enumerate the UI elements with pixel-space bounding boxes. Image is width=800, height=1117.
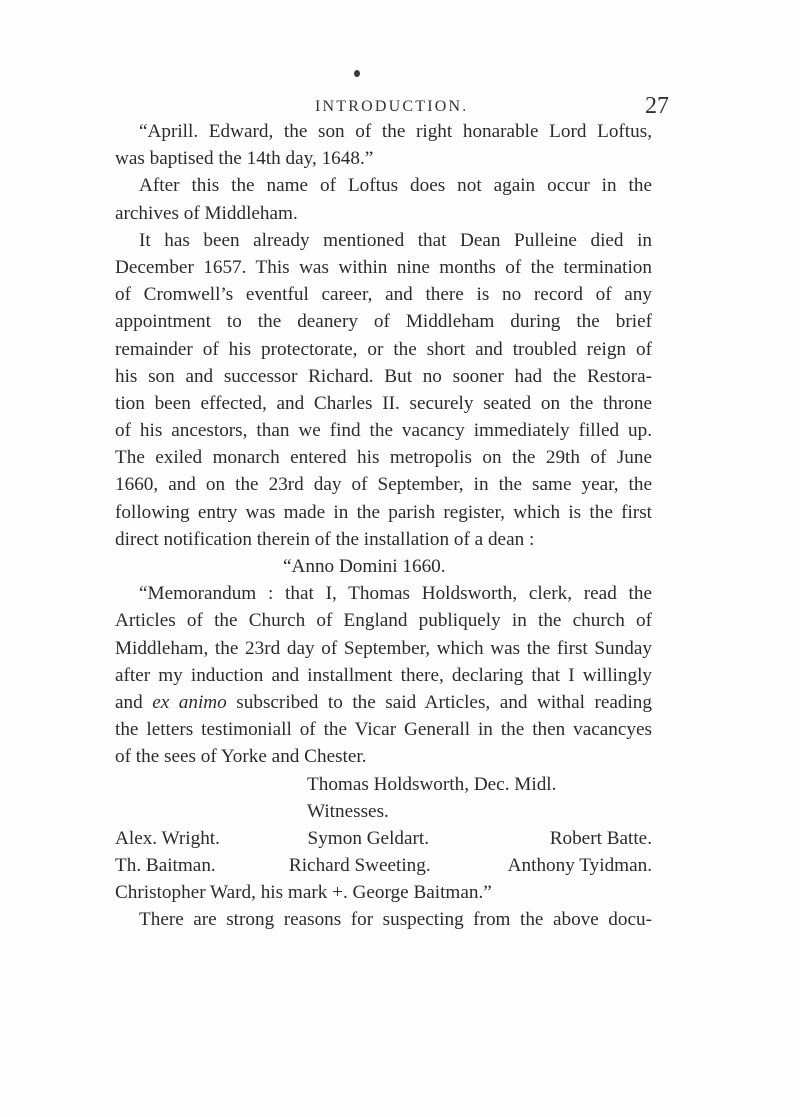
page-number: 27 <box>645 93 669 119</box>
text-line: 1660, and on the 23rd day of September, in the same year, the <box>115 474 652 496</box>
text-line: There are strong reasons for suspecting from the above docu- <box>139 909 652 931</box>
witnesses-label: Witnesses. <box>307 800 389 822</box>
witness-name: Anthony Tyidman. <box>507 855 652 877</box>
text-line: of his ancestors, than we find the vacancy immediately filled up. <box>115 420 652 442</box>
text-line: was baptised the 14th day, 1648.” <box>115 148 374 170</box>
running-title: INTRODUCTION. <box>315 98 469 115</box>
signature: Thomas Holdsworth, Dec. Midl. <box>307 773 557 795</box>
text-line: remainder of his protectorate, or the short and troubled reign of <box>115 338 652 360</box>
text-line: The exiled monarch entered his metropolis on the 29th of June <box>115 447 652 469</box>
text-line: of Cromwell’s eventful career, and there is no record of any <box>115 284 652 306</box>
text-line: after my induction and installment there, declaring that I willingly <box>115 664 652 686</box>
text-line: Articles of the Church of England publiquely in the church of <box>115 610 652 632</box>
text-line: appointment to the deanery of Middleham during the brief <box>115 311 652 333</box>
witness-name: Robert Batte. <box>549 827 652 849</box>
witness-name: Alex. Wright. <box>115 827 220 849</box>
text-line: Middleham, the 23rd day of September, which was the first Sunday <box>115 637 652 659</box>
text-fragment: subscribed to the said Articles, and withal reading <box>226 691 652 713</box>
text-line: “Aprill. Edward, the son of the right honarable Lord Loftus, <box>139 121 652 142</box>
text-line: his son and successor Richard. But no sooner had the Restora- <box>115 365 652 387</box>
ink-speck <box>354 70 360 77</box>
witness-name: Th. Baitman. <box>115 855 216 877</box>
text-line: “Memorandum : that I, Thomas Holdsworth, clerk, read the <box>139 583 652 605</box>
text-fragment: and <box>115 691 153 713</box>
text-line: following entry was made in the parish register, which is the first <box>115 501 652 523</box>
text-line: archives of Middleham. <box>115 202 298 224</box>
text-line: Christopher Ward, his mark +. George Baitman.” <box>115 882 492 904</box>
witness-row <box>115 825 652 852</box>
text-line: After this the name of Loftus does not again occur in the <box>139 175 652 197</box>
register-date: “Anno Domini 1660. <box>283 556 446 577</box>
text-line-with-italic <box>115 689 652 716</box>
witness-row <box>115 852 652 879</box>
text-line: It has been already mentioned that Dean Pulleine died in <box>139 229 652 251</box>
text-line: the letters testimoniall of the Vicar Generall in the then vacancyes <box>115 719 652 741</box>
text-line: tion been effected, and Charles II. securely seated on the throne <box>115 392 652 414</box>
text-line: direct notification therein of the installation of a dean : <box>115 528 535 550</box>
text-line: of the sees of Yorke and Chester. <box>115 746 367 768</box>
witness-name: Richard Sweeting. <box>288 855 431 877</box>
text-line: December 1657. This was within nine months of the termination <box>115 256 652 278</box>
italic-phrase: ex animo <box>152 691 227 713</box>
body-text <box>115 118 652 934</box>
witness-name: Symon Geldart. <box>307 827 430 849</box>
